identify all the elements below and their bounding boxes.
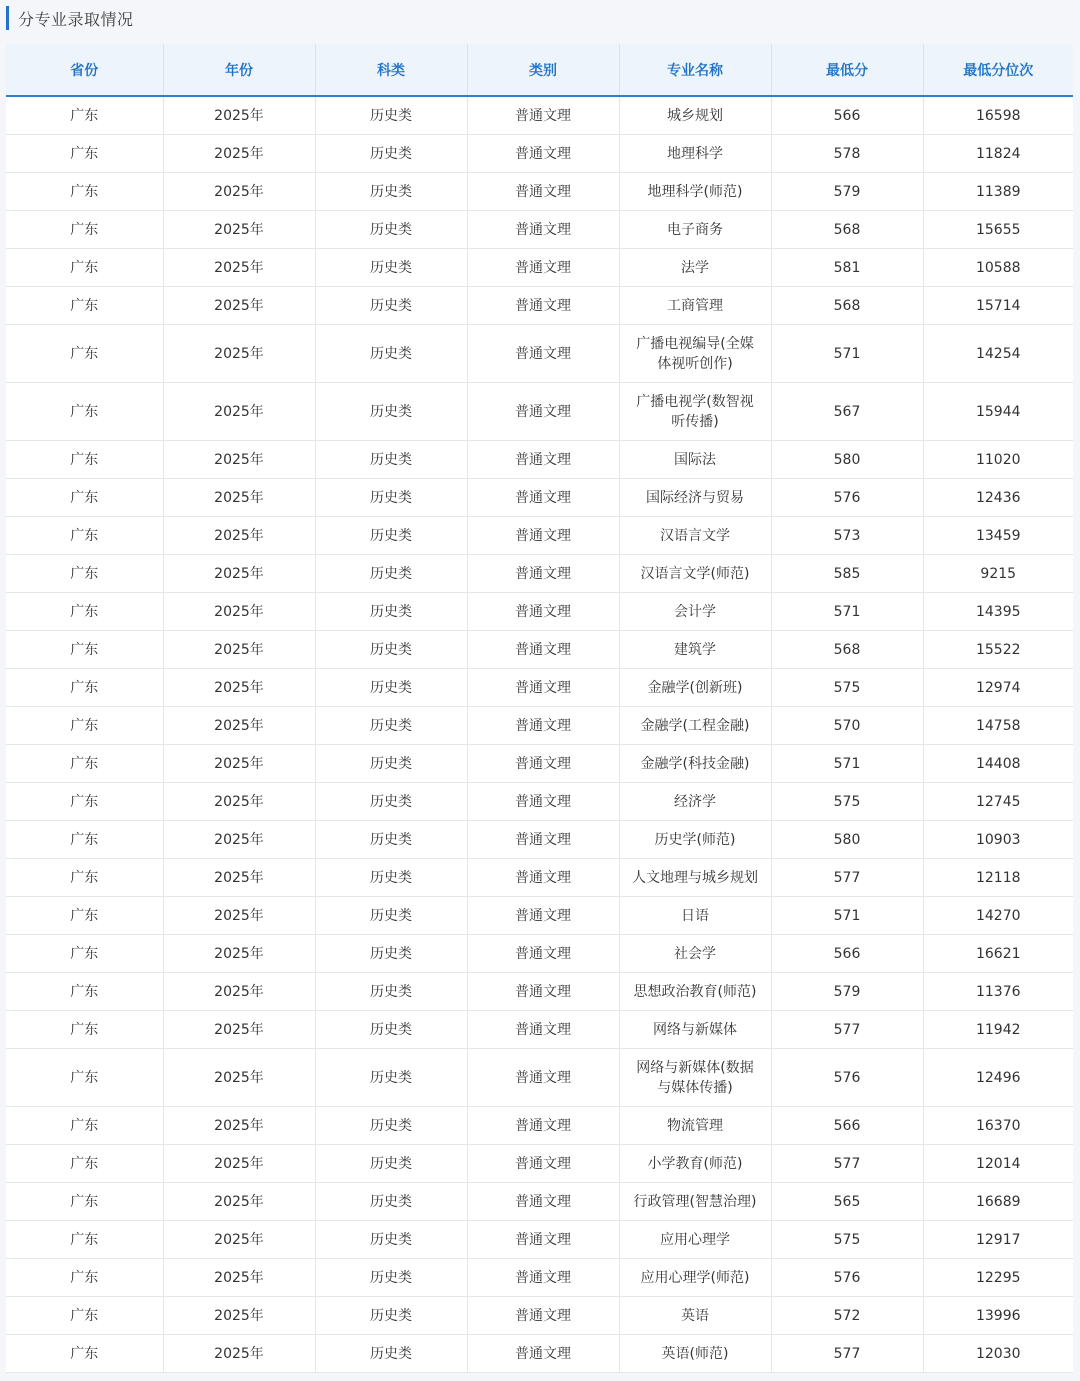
cell-major-name: 汉语言文学(师范) [619, 555, 771, 593]
table-row [6, 973, 1073, 1011]
cell-province: 广东 [6, 383, 163, 441]
cell-min-rank: 10903 [923, 821, 1073, 859]
cell-min-score: 571 [771, 325, 923, 383]
cell-min-score: 579 [771, 973, 923, 1011]
column-header-category: 类别 [467, 44, 619, 96]
table-row [6, 859, 1073, 897]
cell-category: 普通文理 [467, 745, 619, 783]
table-row [6, 1049, 1073, 1107]
cell-subject-type: 历史类 [315, 325, 467, 383]
table-row [6, 555, 1073, 593]
cell-major-name: 金融学(工程金融) [619, 707, 771, 745]
table-row [6, 249, 1073, 287]
cell-subject-type: 历史类 [315, 96, 467, 135]
cell-subject-type: 历史类 [315, 1335, 467, 1373]
cell-min-score: 580 [771, 441, 923, 479]
column-header-min-score: 最低分 [771, 44, 923, 96]
column-header-year: 年份 [163, 44, 315, 96]
cell-province: 广东 [6, 783, 163, 821]
cell-year: 2025年 [163, 897, 315, 935]
table-row [6, 211, 1073, 249]
cell-min-score: 585 [771, 555, 923, 593]
cell-min-score: 575 [771, 669, 923, 707]
cell-year: 2025年 [163, 1107, 315, 1145]
cell-province: 广东 [6, 1259, 163, 1297]
table-row [6, 745, 1073, 783]
cell-province: 广东 [6, 96, 163, 135]
cell-min-rank: 14408 [923, 745, 1073, 783]
cell-year: 2025年 [163, 287, 315, 325]
cell-min-rank: 16689 [923, 1183, 1073, 1221]
table-row [6, 935, 1073, 973]
cell-year: 2025年 [163, 1011, 315, 1049]
cell-subject-type: 历史类 [315, 135, 467, 173]
cell-category: 普通文理 [467, 859, 619, 897]
cell-province: 广东 [6, 1011, 163, 1049]
table-row [6, 1183, 1073, 1221]
cell-province: 广东 [6, 325, 163, 383]
cell-year: 2025年 [163, 173, 315, 211]
cell-year: 2025年 [163, 1221, 315, 1259]
cell-subject-type: 历史类 [315, 211, 467, 249]
table-row [6, 669, 1073, 707]
cell-min-rank: 15655 [923, 211, 1073, 249]
cell-year: 2025年 [163, 859, 315, 897]
cell-province: 广东 [6, 1221, 163, 1259]
cell-category: 普通文理 [467, 211, 619, 249]
cell-min-rank: 15714 [923, 287, 1073, 325]
cell-province: 广东 [6, 479, 163, 517]
cell-min-rank: 11389 [923, 173, 1073, 211]
cell-major-name: 网络与新媒体 [619, 1011, 771, 1049]
cell-major-name: 地理科学(师范) [619, 173, 771, 211]
cell-min-score: 568 [771, 631, 923, 669]
cell-category: 普通文理 [467, 1259, 619, 1297]
cell-subject-type: 历史类 [315, 631, 467, 669]
cell-major-name: 应用心理学(师范) [619, 1259, 771, 1297]
cell-min-score: 576 [771, 1259, 923, 1297]
admission-table-container [6, 44, 1073, 1373]
cell-province: 广东 [6, 1107, 163, 1145]
section-title: 分专业录取情况 [18, 9, 134, 29]
cell-category: 普通文理 [467, 935, 619, 973]
table-row [6, 783, 1073, 821]
cell-min-score: 581 [771, 249, 923, 287]
cell-category: 普通文理 [467, 135, 619, 173]
cell-province: 广东 [6, 1183, 163, 1221]
cell-min-rank: 14254 [923, 325, 1073, 383]
cell-category: 普通文理 [467, 821, 619, 859]
cell-category: 普通文理 [467, 631, 619, 669]
cell-province: 广东 [6, 1297, 163, 1335]
cell-subject-type: 历史类 [315, 935, 467, 973]
table-row [6, 287, 1073, 325]
cell-category: 普通文理 [467, 325, 619, 383]
cell-min-rank: 12295 [923, 1259, 1073, 1297]
cell-min-score: 575 [771, 783, 923, 821]
cell-min-rank: 11376 [923, 973, 1073, 1011]
cell-min-rank: 14395 [923, 593, 1073, 631]
cell-min-rank: 12496 [923, 1049, 1073, 1107]
cell-category: 普通文理 [467, 707, 619, 745]
cell-major-name: 汉语言文学 [619, 517, 771, 555]
cell-major-name: 城乡规划 [619, 96, 771, 135]
cell-min-score: 577 [771, 1335, 923, 1373]
cell-province: 广东 [6, 1049, 163, 1107]
cell-year: 2025年 [163, 479, 315, 517]
cell-subject-type: 历史类 [315, 859, 467, 897]
cell-year: 2025年 [163, 211, 315, 249]
table-row [6, 1259, 1073, 1297]
cell-min-rank: 12030 [923, 1335, 1073, 1373]
cell-category: 普通文理 [467, 1107, 619, 1145]
cell-min-score: 571 [771, 745, 923, 783]
cell-year: 2025年 [163, 325, 315, 383]
cell-min-score: 567 [771, 383, 923, 441]
cell-major-name: 会计学 [619, 593, 771, 631]
cell-subject-type: 历史类 [315, 1049, 467, 1107]
cell-province: 广东 [6, 631, 163, 669]
cell-min-score: 577 [771, 859, 923, 897]
cell-min-rank: 12745 [923, 783, 1073, 821]
cell-major-name: 工商管理 [619, 287, 771, 325]
cell-category: 普通文理 [467, 897, 619, 935]
cell-subject-type: 历史类 [315, 1297, 467, 1335]
cell-major-name: 人文地理与城乡规划 [619, 859, 771, 897]
cell-subject-type: 历史类 [315, 783, 467, 821]
cell-year: 2025年 [163, 96, 315, 135]
table-row [6, 1011, 1073, 1049]
cell-year: 2025年 [163, 1145, 315, 1183]
table-row [6, 821, 1073, 859]
cell-min-rank: 15522 [923, 631, 1073, 669]
cell-subject-type: 历史类 [315, 517, 467, 555]
cell-min-rank: 14758 [923, 707, 1073, 745]
cell-year: 2025年 [163, 745, 315, 783]
cell-min-score: 577 [771, 1011, 923, 1049]
table-row [6, 1145, 1073, 1183]
cell-year: 2025年 [163, 707, 315, 745]
cell-major-name: 法学 [619, 249, 771, 287]
cell-major-name: 行政管理(智慧治理) [619, 1183, 771, 1221]
cell-category: 普通文理 [467, 1297, 619, 1335]
section-header [6, 5, 134, 31]
table-row [6, 96, 1073, 135]
cell-min-rank: 12436 [923, 479, 1073, 517]
cell-category: 普通文理 [467, 669, 619, 707]
cell-min-rank: 12917 [923, 1221, 1073, 1259]
cell-major-name: 网络与新媒体(数据与媒体传播) [619, 1049, 771, 1107]
cell-province: 广东 [6, 517, 163, 555]
cell-min-rank: 11020 [923, 441, 1073, 479]
cell-subject-type: 历史类 [315, 555, 467, 593]
cell-min-score: 580 [771, 821, 923, 859]
column-header-subject-type: 科类 [315, 44, 467, 96]
cell-subject-type: 历史类 [315, 1107, 467, 1145]
cell-min-rank: 12014 [923, 1145, 1073, 1183]
cell-year: 2025年 [163, 555, 315, 593]
column-header-min-rank: 最低分位次 [923, 44, 1073, 96]
cell-year: 2025年 [163, 249, 315, 287]
cell-min-score: 571 [771, 593, 923, 631]
admission-table [6, 44, 1073, 1373]
cell-subject-type: 历史类 [315, 1221, 467, 1259]
cell-major-name: 电子商务 [619, 211, 771, 249]
cell-province: 广东 [6, 287, 163, 325]
table-row [6, 441, 1073, 479]
cell-min-rank: 16621 [923, 935, 1073, 973]
cell-min-score: 568 [771, 287, 923, 325]
cell-province: 广东 [6, 441, 163, 479]
table-row [6, 897, 1073, 935]
cell-subject-type: 历史类 [315, 973, 467, 1011]
cell-subject-type: 历史类 [315, 593, 467, 631]
cell-min-score: 571 [771, 897, 923, 935]
column-header-major-name: 专业名称 [619, 44, 771, 96]
cell-category: 普通文理 [467, 249, 619, 287]
cell-subject-type: 历史类 [315, 441, 467, 479]
cell-major-name: 国际经济与贸易 [619, 479, 771, 517]
cell-subject-type: 历史类 [315, 897, 467, 935]
table-header-row [6, 44, 1073, 96]
cell-major-name: 金融学(科技金融) [619, 745, 771, 783]
cell-category: 普通文理 [467, 593, 619, 631]
cell-min-rank: 11824 [923, 135, 1073, 173]
cell-year: 2025年 [163, 517, 315, 555]
cell-category: 普通文理 [467, 973, 619, 1011]
cell-min-score: 577 [771, 1145, 923, 1183]
cell-major-name: 历史学(师范) [619, 821, 771, 859]
cell-category: 普通文理 [467, 479, 619, 517]
cell-province: 广东 [6, 897, 163, 935]
cell-major-name: 经济学 [619, 783, 771, 821]
cell-min-rank: 14270 [923, 897, 1073, 935]
cell-major-name: 思想政治教育(师范) [619, 973, 771, 1011]
table-row [6, 135, 1073, 173]
cell-province: 广东 [6, 555, 163, 593]
table-row [6, 173, 1073, 211]
cell-year: 2025年 [163, 383, 315, 441]
cell-category: 普通文理 [467, 555, 619, 593]
cell-major-name: 英语(师范) [619, 1335, 771, 1373]
cell-category: 普通文理 [467, 383, 619, 441]
cell-subject-type: 历史类 [315, 249, 467, 287]
cell-year: 2025年 [163, 1335, 315, 1373]
cell-year: 2025年 [163, 1259, 315, 1297]
cell-year: 2025年 [163, 935, 315, 973]
section-accent-bar [6, 6, 9, 30]
table-row [6, 631, 1073, 669]
cell-subject-type: 历史类 [315, 821, 467, 859]
column-header-province: 省份 [6, 44, 163, 96]
cell-min-score: 570 [771, 707, 923, 745]
cell-min-score: 566 [771, 935, 923, 973]
cell-min-score: 576 [771, 479, 923, 517]
cell-major-name: 小学教育(师范) [619, 1145, 771, 1183]
table-row [6, 325, 1073, 383]
cell-province: 广东 [6, 135, 163, 173]
cell-category: 普通文理 [467, 783, 619, 821]
cell-province: 广东 [6, 593, 163, 631]
cell-min-rank: 13996 [923, 1297, 1073, 1335]
cell-min-rank: 9215 [923, 555, 1073, 593]
cell-subject-type: 历史类 [315, 479, 467, 517]
cell-min-rank: 16598 [923, 96, 1073, 135]
cell-category: 普通文理 [467, 517, 619, 555]
cell-min-score: 566 [771, 1107, 923, 1145]
cell-year: 2025年 [163, 821, 315, 859]
cell-province: 广东 [6, 859, 163, 897]
cell-province: 广东 [6, 821, 163, 859]
cell-major-name: 社会学 [619, 935, 771, 973]
cell-min-rank: 15944 [923, 383, 1073, 441]
cell-min-rank: 16370 [923, 1107, 1073, 1145]
cell-major-name: 地理科学 [619, 135, 771, 173]
cell-min-score: 568 [771, 211, 923, 249]
cell-min-score: 566 [771, 96, 923, 135]
cell-province: 广东 [6, 669, 163, 707]
cell-min-score: 565 [771, 1183, 923, 1221]
table-row [6, 1297, 1073, 1335]
cell-category: 普通文理 [467, 1335, 619, 1373]
cell-year: 2025年 [163, 1049, 315, 1107]
cell-year: 2025年 [163, 1183, 315, 1221]
cell-category: 普通文理 [467, 441, 619, 479]
cell-province: 广东 [6, 173, 163, 211]
cell-major-name: 广播电视编导(全媒体视听创作) [619, 325, 771, 383]
cell-category: 普通文理 [467, 1145, 619, 1183]
cell-min-rank: 11942 [923, 1011, 1073, 1049]
cell-category: 普通文理 [467, 1183, 619, 1221]
cell-province: 广东 [6, 249, 163, 287]
cell-category: 普通文理 [467, 96, 619, 135]
cell-major-name: 日语 [619, 897, 771, 935]
cell-min-rank: 12118 [923, 859, 1073, 897]
cell-min-rank: 12974 [923, 669, 1073, 707]
cell-subject-type: 历史类 [315, 1011, 467, 1049]
cell-province: 广东 [6, 973, 163, 1011]
table-row [6, 517, 1073, 555]
cell-category: 普通文理 [467, 287, 619, 325]
table-row [6, 1107, 1073, 1145]
cell-subject-type: 历史类 [315, 383, 467, 441]
cell-subject-type: 历史类 [315, 287, 467, 325]
cell-year: 2025年 [163, 669, 315, 707]
table-row [6, 593, 1073, 631]
cell-subject-type: 历史类 [315, 1183, 467, 1221]
cell-major-name: 物流管理 [619, 1107, 771, 1145]
cell-subject-type: 历史类 [315, 1259, 467, 1297]
cell-min-score: 573 [771, 517, 923, 555]
cell-major-name: 英语 [619, 1297, 771, 1335]
cell-year: 2025年 [163, 593, 315, 631]
cell-province: 广东 [6, 1335, 163, 1373]
cell-province: 广东 [6, 707, 163, 745]
cell-subject-type: 历史类 [315, 173, 467, 211]
cell-subject-type: 历史类 [315, 707, 467, 745]
cell-year: 2025年 [163, 973, 315, 1011]
table-row [6, 383, 1073, 441]
cell-category: 普通文理 [467, 173, 619, 211]
cell-province: 广东 [6, 745, 163, 783]
cell-major-name: 建筑学 [619, 631, 771, 669]
table-row [6, 1221, 1073, 1259]
cell-min-score: 575 [771, 1221, 923, 1259]
cell-subject-type: 历史类 [315, 1145, 467, 1183]
cell-year: 2025年 [163, 441, 315, 479]
cell-subject-type: 历史类 [315, 669, 467, 707]
cell-major-name: 国际法 [619, 441, 771, 479]
cell-year: 2025年 [163, 1297, 315, 1335]
cell-min-score: 572 [771, 1297, 923, 1335]
cell-year: 2025年 [163, 631, 315, 669]
cell-min-rank: 13459 [923, 517, 1073, 555]
table-body [6, 96, 1073, 1373]
cell-category: 普通文理 [467, 1221, 619, 1259]
cell-province: 广东 [6, 935, 163, 973]
cell-min-score: 579 [771, 173, 923, 211]
cell-province: 广东 [6, 1145, 163, 1183]
table-row [6, 1335, 1073, 1373]
cell-min-score: 578 [771, 135, 923, 173]
cell-major-name: 金融学(创新班) [619, 669, 771, 707]
cell-subject-type: 历史类 [315, 745, 467, 783]
table-row [6, 479, 1073, 517]
cell-category: 普通文理 [467, 1011, 619, 1049]
cell-major-name: 应用心理学 [619, 1221, 771, 1259]
cell-category: 普通文理 [467, 1049, 619, 1107]
cell-year: 2025年 [163, 783, 315, 821]
cell-province: 广东 [6, 211, 163, 249]
cell-major-name: 广播电视学(数智视听传播) [619, 383, 771, 441]
cell-min-score: 576 [771, 1049, 923, 1107]
cell-min-rank: 10588 [923, 249, 1073, 287]
cell-year: 2025年 [163, 135, 315, 173]
table-row [6, 707, 1073, 745]
